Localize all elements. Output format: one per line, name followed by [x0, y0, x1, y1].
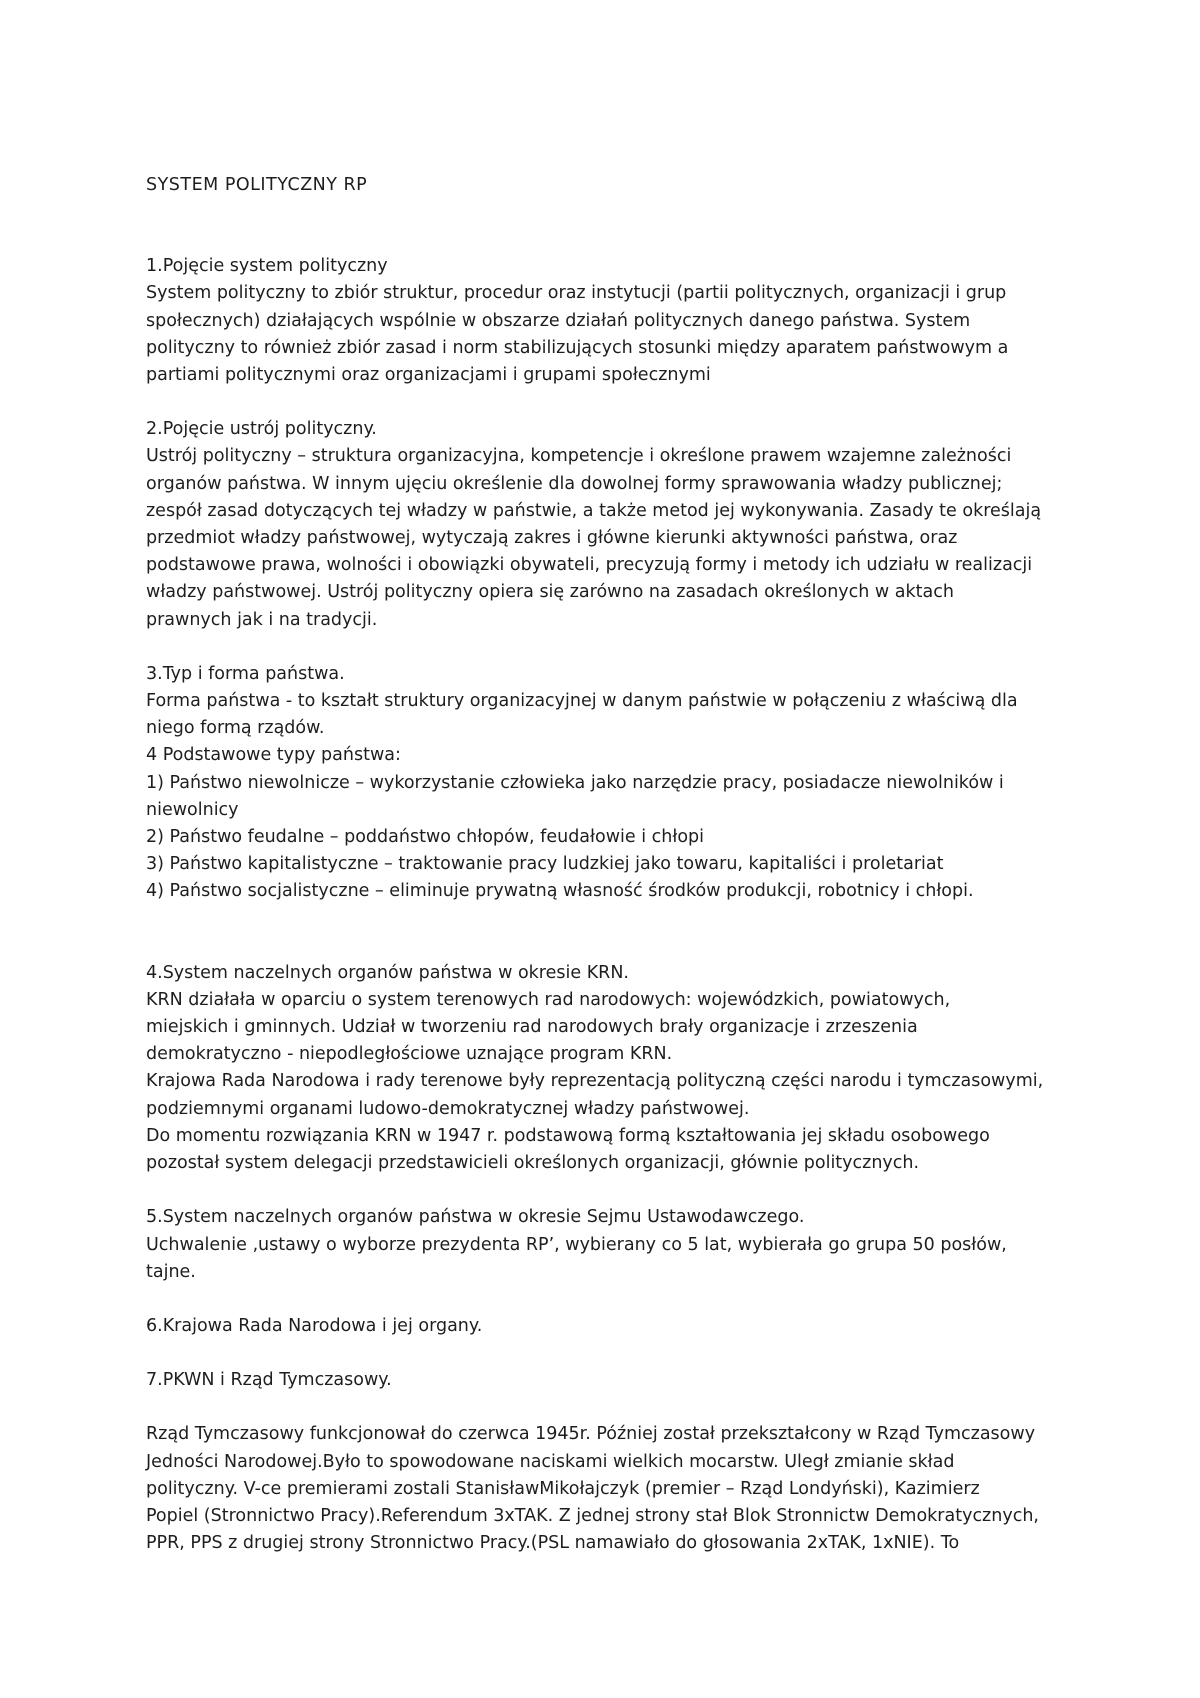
paragraph-line: tajne. [146, 1261, 196, 1282]
section-heading-line: 5.System naczelnych organów państwa w okresie Sejmu Ustawodawczego. [146, 1207, 805, 1228]
section-heading-line: 2.Pojęcie ustrój polityczny. [146, 419, 377, 440]
paragraph-line: polityczny. V-ce premierami zostali StanisławMikołajczyk (premier – Rząd Londyński), Kazimierz [146, 1478, 980, 1499]
paragraph-line: PPR, PPS z drugiej strony Stronnictwo Pracy.(PSL namawiało do głosowania 2xTAK, 1xNIE). To [146, 1533, 960, 1554]
paragraph-line: podstawowe prawa, wolności i obowiązki obywateli, precyzują formy i metody ich udziału w realizacji [146, 555, 1033, 576]
document-section [146, 1367, 1076, 1394]
paragraph-line: Ustrój polityczny – struktura organizacyjna, kompetencje i określone prawem wzajemne zależności [146, 446, 1012, 467]
paragraph-line: społecznych) działających wspólnie w obszarze działań politycznych danego państwa. System [146, 310, 971, 331]
paragraph-line: 1) Państwo niewolnicze – wykorzystanie człowieka jako narzędzie pracy, posiadacze niewolników i [146, 772, 1004, 793]
paragraph-line: demokratyczno - niepodległościowe uznające program KRN. [146, 1044, 673, 1065]
document-section [146, 661, 1076, 906]
paragraph-line: zespół zasad dotyczących tej władzy w państwie, a także metod jej wykonywania. Zasady te określają [146, 500, 1042, 521]
paragraph-line: Do momentu rozwiązania KRN w 1947 r. podstawową formą kształtowania jej składu osobowego [146, 1125, 990, 1146]
paragraph-line: prawnych jak i na tradycji. [146, 609, 378, 630]
paragraph-line: 4 Podstawowe typy państwa: [146, 745, 401, 766]
document-section [146, 253, 1076, 389]
paragraph-line: polityczny to również zbiór zasad i norm stabilizujących stosunki między aparatem państwowym a [146, 337, 1009, 358]
paragraph-line: 3) Państwo kapitalistyczne – traktowanie pracy ludzkiej jako towaru, kapitaliści i proletariat [146, 854, 944, 875]
paragraph-line: miejskich i gminnych. Udział w tworzeniu rad narodowych brały organizacje i zrzeszenia [146, 1017, 918, 1038]
paragraph-line: 4) Państwo socjalistyczne – eliminuje prywatną własność środków produkcji, robotnicy i chłopi. [146, 881, 974, 902]
paragraph-line: Krajowa Rada Narodowa i rady terenowe były reprezentacją polityczną części narodu i tymczasowymi, [146, 1071, 1044, 1092]
paragraph-line: podziemnymi organami ludowo-demokratycznej władzy państwowej. [146, 1098, 750, 1119]
document-sections [146, 253, 1076, 1557]
paragraph-line: niewolnicy [146, 799, 239, 820]
paragraph-line: Forma państwa - to kształt struktury organizacyjnej w danym państwie w połączeniu z właściwą dla [146, 691, 1018, 712]
section-heading-line: 6.Krajowa Rada Narodowa i jej organy. [146, 1315, 483, 1336]
document-section [146, 960, 1076, 1178]
section-heading-line: 7.PKWN i Rząd Tymczasowy. [146, 1370, 392, 1391]
paragraph-line: pozostał system delegacji przedstawicieli określonych organizacji, głównie politycznych. [146, 1153, 920, 1174]
document-section [146, 1204, 1076, 1286]
document-title: SYSTEM POLITYCZNY RP [146, 175, 368, 195]
section-heading-line: 4.System naczelnych organów państwa w okresie KRN. [146, 962, 629, 983]
paragraph-line: System polityczny to zbiór struktur, procedur oraz instytucji (partii politycznych, organizacji i grup [146, 283, 1007, 304]
document-section [146, 416, 1076, 634]
paragraph-line: KRN działała w oparciu o system terenowych rad narodowych: wojewódzkich, powiatowych, [146, 989, 951, 1010]
paragraph-line: Popiel (Stronnictwo Pracy).Referendum 3xTAK. Z jednej strony stał Blok Stronnictw Demokratycznych, [146, 1505, 1039, 1526]
paragraph-line: Jedności Narodowej.Było to spowodowane naciskami wielkich mocarstw. Uległ zmianie skład [146, 1451, 955, 1472]
paragraph-line: niego formą rządów. [146, 718, 325, 739]
section-heading-line: 1.Pojęcie system polityczny [146, 256, 388, 277]
document-section [146, 1313, 1076, 1340]
paragraph-line: władzy państwowej. Ustrój polityczny opiera się zarówno na zasadach określonych w aktach [146, 582, 954, 603]
paragraph-line: organów państwa. W innym ujęciu określenie dla dowolnej formy sprawowania władzy publicznej; [146, 473, 1003, 494]
section-heading-line: Rząd Tymczasowy funkcjonował do czerwca 1945r. Później został przekształcony w Rząd Tymczasowy [146, 1424, 1036, 1445]
document-content [146, 172, 1076, 1584]
document-section [146, 1421, 1076, 1557]
paragraph-line: Uchwalenie ‚ustawy o wyborze prezydenta RP’, wybierany co 5 lat, wybierała go grupa 50 posłów, [146, 1234, 1007, 1255]
section-heading-line: 3.Typ i forma państwa. [146, 663, 345, 684]
paragraph-line: przedmiot władzy państwowej, wytyczają zakres i główne kierunki aktywności państwa, oraz [146, 528, 958, 549]
paragraph-line: 2) Państwo feudalne – poddaństwo chłopów, feudałowie i chłopi [146, 827, 704, 848]
paragraph-line: partiami politycznymi oraz organizacjami i grupami społecznymi [146, 365, 711, 386]
